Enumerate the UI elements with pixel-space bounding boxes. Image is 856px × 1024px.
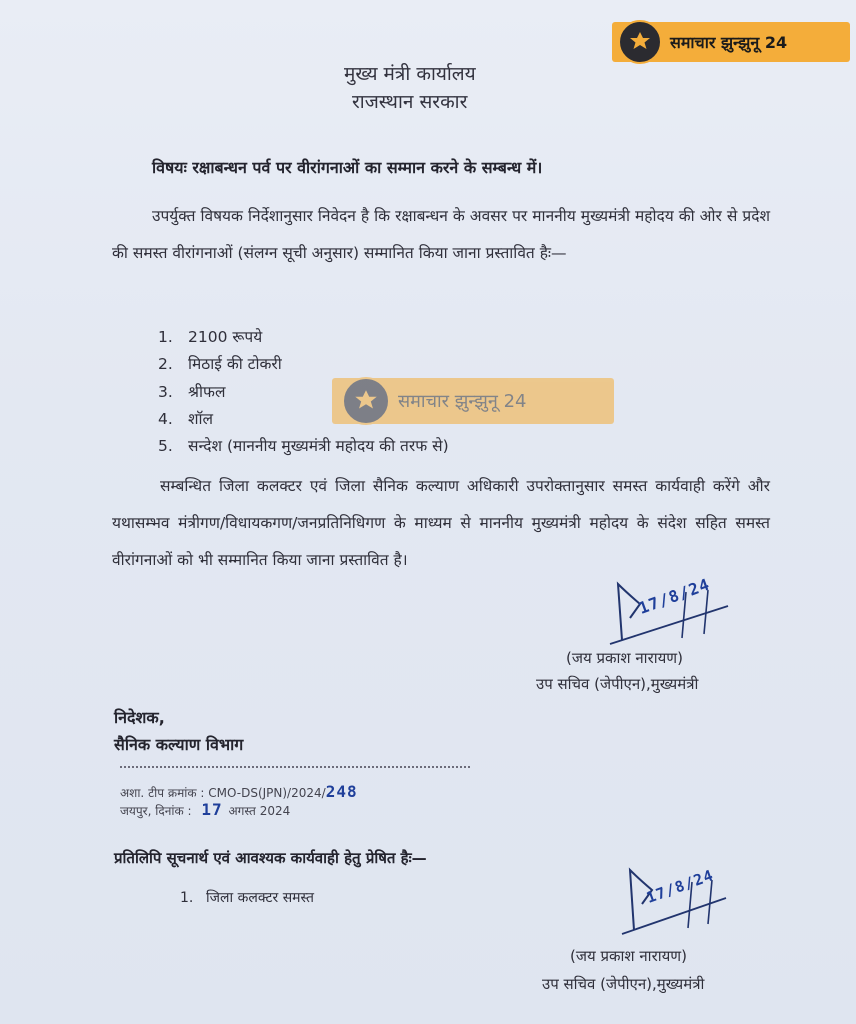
- recipient-line-2: सैनिक कल्याण विभाग: [114, 735, 244, 754]
- reference-number: अशा. टीप क्रमांक : CMO-DS(JPN)/2024/248: [120, 782, 358, 801]
- office-title: मुख्य मंत्री कार्यालय: [344, 63, 476, 85]
- reference-number-handwritten: 248: [325, 782, 358, 801]
- recipient-block: [114, 704, 243, 758]
- recipient-line-1: निदेशक,: [114, 708, 165, 727]
- reference-date: जयपुर, दिनांक : 17 अगस्त 2024: [120, 800, 291, 819]
- signature-icon: [600, 572, 740, 652]
- signatory-title: उप सचिव (जेपीएन),मुख्यमंत्री: [536, 675, 699, 693]
- signatory-title-2: उप सचिव (जेपीएन),मुख्यमंत्री: [542, 975, 705, 993]
- signature-icon: [614, 860, 734, 940]
- signatory-name: (जय प्रकाश नारायण): [566, 649, 683, 667]
- watermark-text: समाचार झुन्झुनू 24: [670, 33, 788, 52]
- intro-paragraph: उपर्युक्त विषयक निर्देशानुसार निवेदन है कि रक्षाबन्धन के अवसर पर माननीय मुख्यमंत्री महोदय की ओर से प्रदेश की समस्त वीरांगनाओं (संलग्न सूची अनुसार) सम्मानित किया जाना प्रस्तावित हैः—: [112, 207, 770, 262]
- list-item: 3. श्रीफल: [158, 383, 226, 401]
- signatory-name-2: (जय प्रकाश नारायण): [570, 947, 687, 965]
- list-item: 1. 2100 रूपये: [158, 328, 263, 346]
- subject-line: विषयः रक्षाबन्धन पर्व पर वीरांगनाओं का सम्मान करने के सम्बन्ध में।: [152, 158, 543, 177]
- list-item: 4. शॉल: [158, 410, 214, 428]
- body-paragraph: सम्बन्धित जिला कलक्टर एवं जिला सैनिक कल्याण अधिकारी उपरोक्तानुसार समस्त कार्यवाही करेंगे और यथासम्भव मंत्रीगण/विधायकगण/जनप्रतिनिधिगण के माध्यम से माननीय मुख्यमंत्री महोदय के संदेश सहित समस्त वीरांगनाओं को भी सम्मानित किया जाना प्रस्तावित है।: [112, 477, 770, 569]
- watermark-text: समाचार झुन्झुनू 24: [398, 391, 527, 412]
- logo-icon: [342, 377, 390, 425]
- list-item: 5. सन्देश (माननीय मुख्यमंत्री महोदय की तरफ से): [158, 437, 449, 455]
- watermark-badge-center: [332, 378, 614, 424]
- signature-date-2: 17/8/24: [644, 865, 717, 907]
- signature-date: 17/8/24: [636, 574, 713, 618]
- copy-heading: प्रतिलिपि सूचनार्थ एवं आवश्यक कार्यवाही हेतु प्रेषित हैः—: [114, 849, 427, 867]
- dotted-separator: [120, 766, 470, 768]
- copy-list-item: 1. जिला कलक्टर समस्त: [180, 890, 314, 906]
- government-title: राजस्थान सरकार: [352, 91, 468, 113]
- reference-date-handwritten: 17: [201, 800, 223, 819]
- list-item: 2. मिठाई की टोकरी: [158, 355, 282, 373]
